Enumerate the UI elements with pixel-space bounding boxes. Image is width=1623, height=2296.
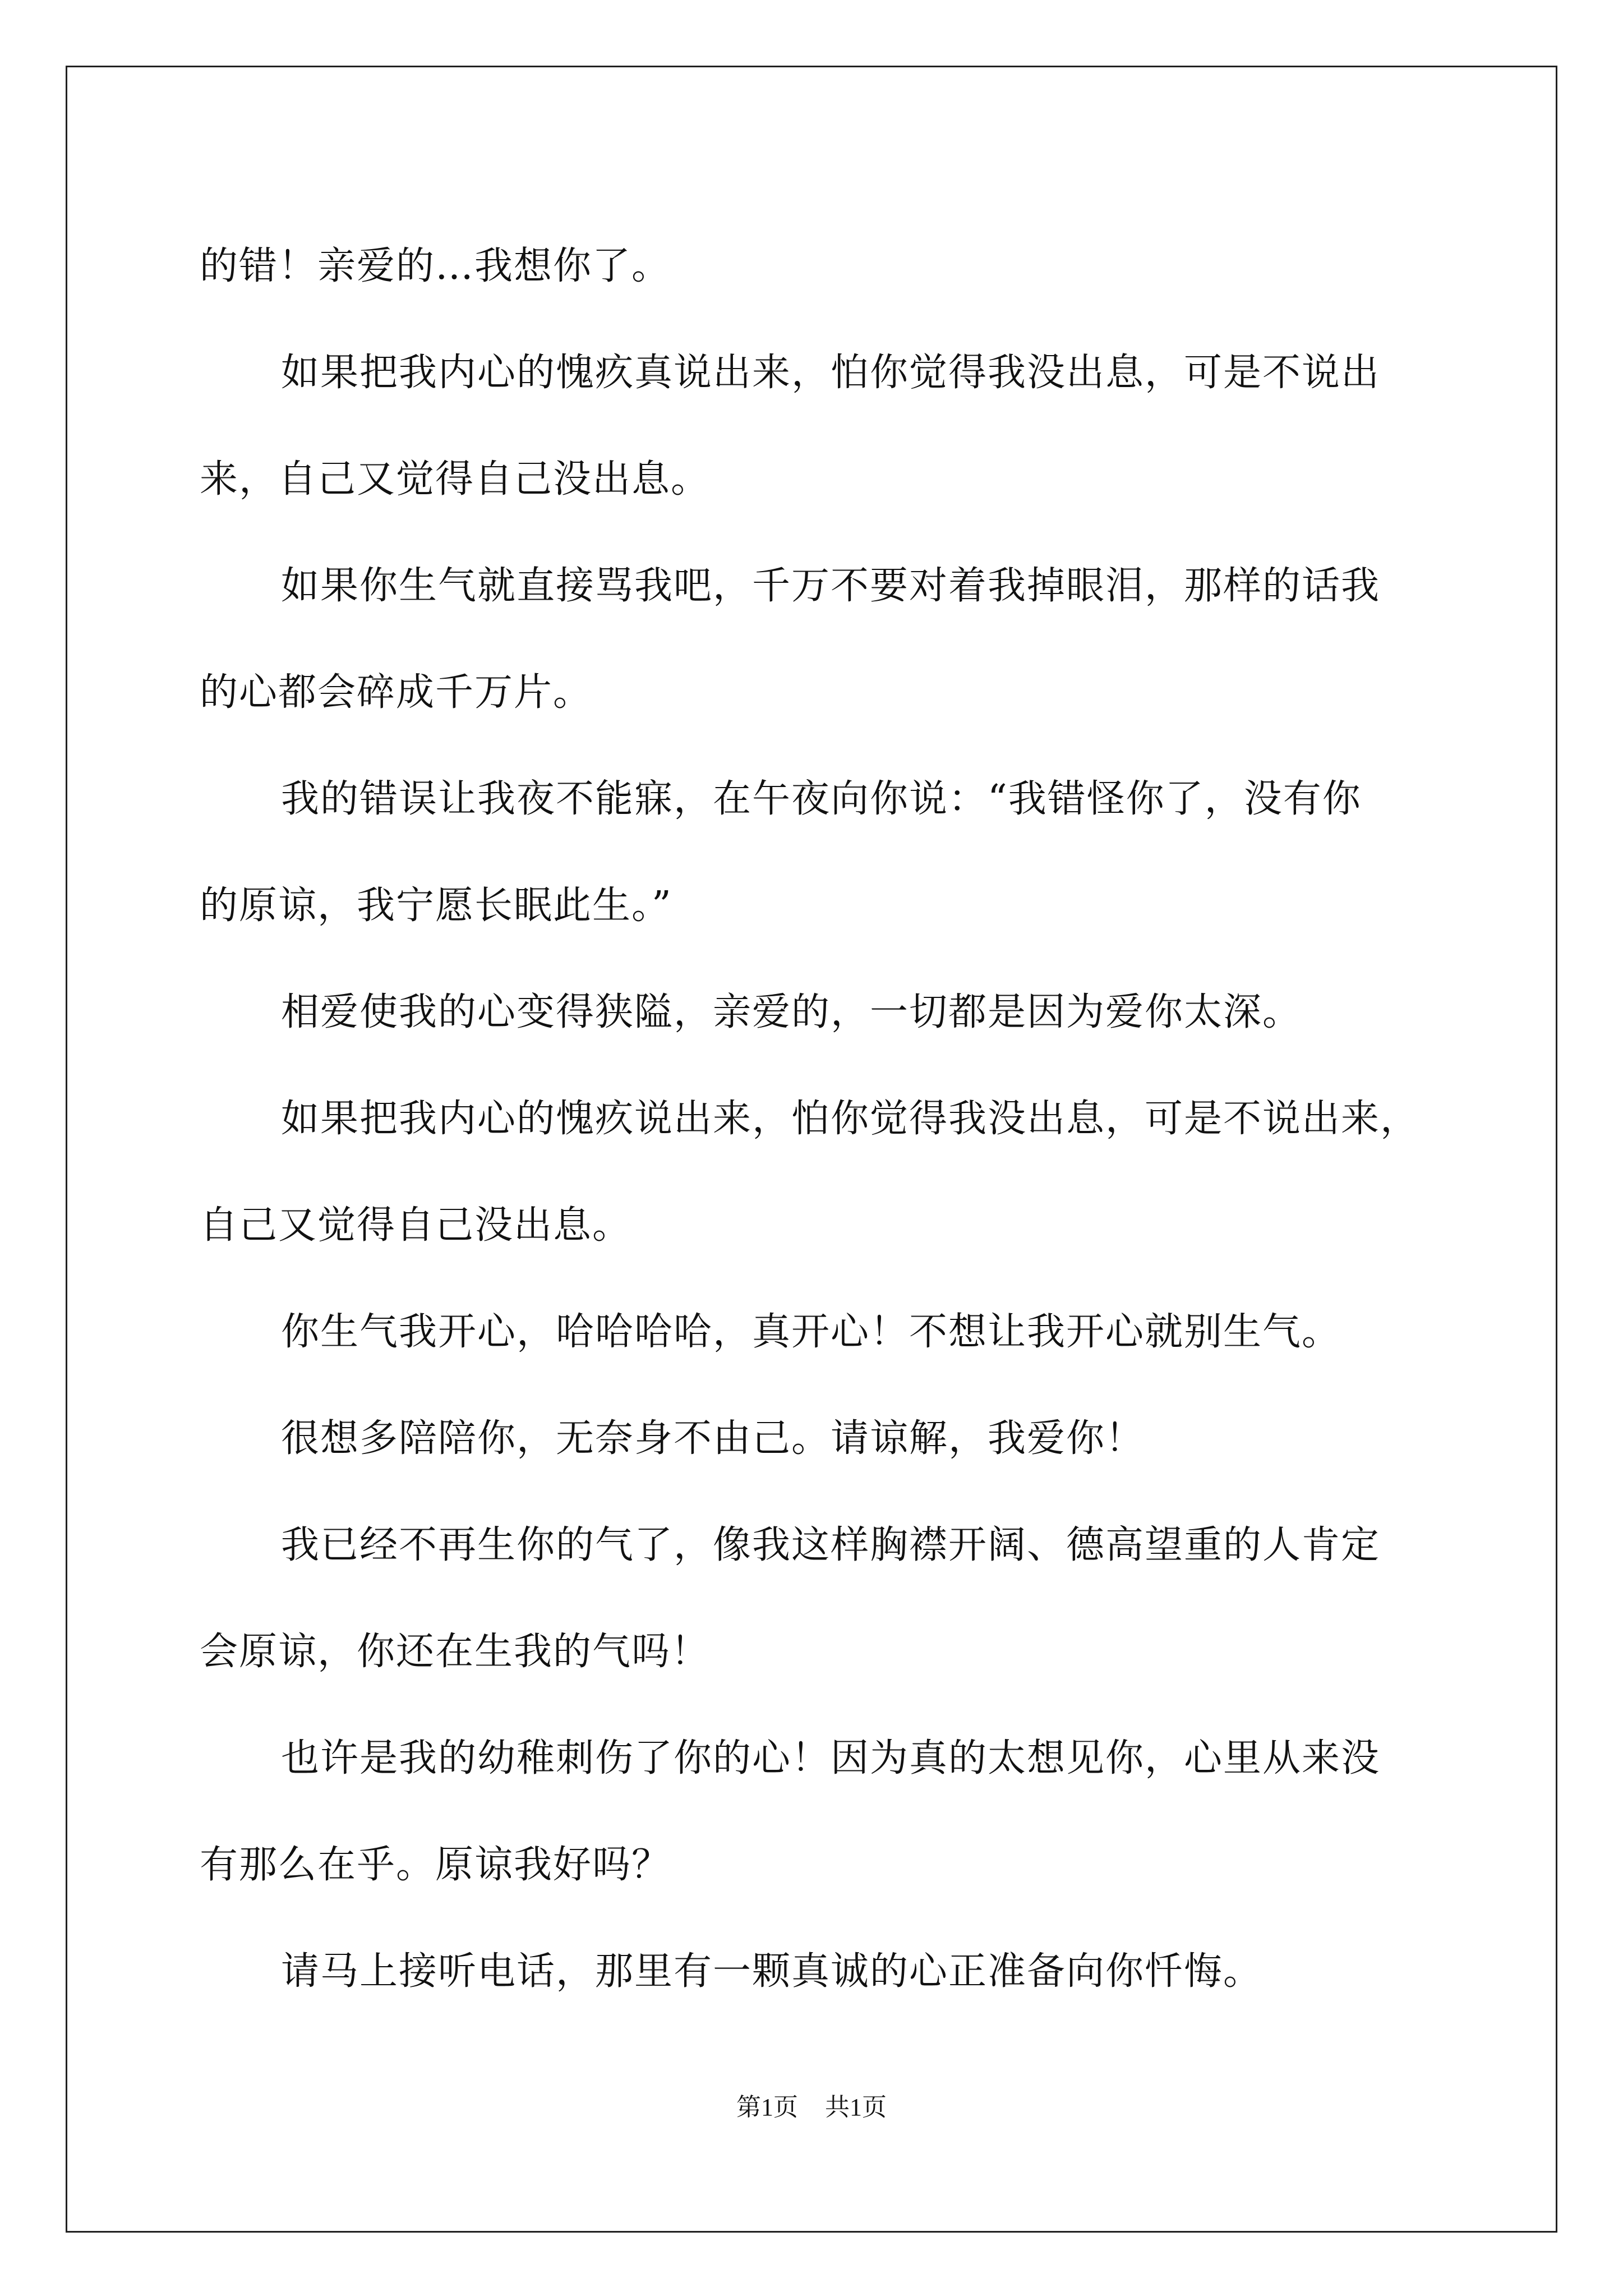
text-line: 会原谅，你还在生我的气吗！ [200, 1630, 711, 1674]
text-line: 很想多陪陪你，无奈身不由己。请谅解，我爱你！ [281, 1416, 1145, 1461]
text-line: 如果把我内心的愧疚说出来，怕你觉得我没出息，可是不说出来， [281, 1097, 1420, 1141]
page-number: 第1页 [736, 2093, 798, 2121]
text-line: 来，自己又觉得自己没出息。 [200, 457, 711, 501]
text-line: 的错！亲爱的…我想你了。 [200, 244, 671, 288]
text-line: 请马上接听电话，那里有一颗真诚的心正准备向你忏悔。 [281, 1949, 1263, 1994]
document-body [200, 213, 1428, 2025]
text-line: 你生气我开心，哈哈哈哈，真开心！不想让我开心就别生气。 [281, 1310, 1341, 1354]
text-line: 如果把我内心的愧疚真说出来，怕你觉得我没出息，可是不说出 [281, 351, 1381, 395]
page-total: 共1页 [825, 2093, 887, 2121]
text-line: 我的错误让我夜不能寐，在午夜向你说：“我错怪你了，没有你 [281, 777, 1362, 821]
text-line: 自己又觉得自己没出息。 [200, 1203, 632, 1248]
text-line: 我已经不再生你的气了，像我这样胸襟开阔、德高望重的人肯定 [281, 1523, 1381, 1567]
page-footer [0, 2087, 1623, 2123]
text-line: 相爱使我的心变得狭隘，亲爱的，一切都是因为爱你太深。 [281, 990, 1302, 1034]
text-line: 有那么在乎。原谅我好吗？ [200, 1843, 671, 1887]
text-line: 如果你生气就直接骂我吧，千万不要对着我掉眼泪，那样的话我 [281, 564, 1381, 608]
text-line: 也许是我的幼稚刺伤了你的心！因为真的太想见你，心里从来没 [281, 1736, 1381, 1780]
text-line: 的心都会碎成千万片。 [200, 670, 593, 715]
text-line: 的原谅，我宁愿长眠此生。” [200, 884, 672, 928]
